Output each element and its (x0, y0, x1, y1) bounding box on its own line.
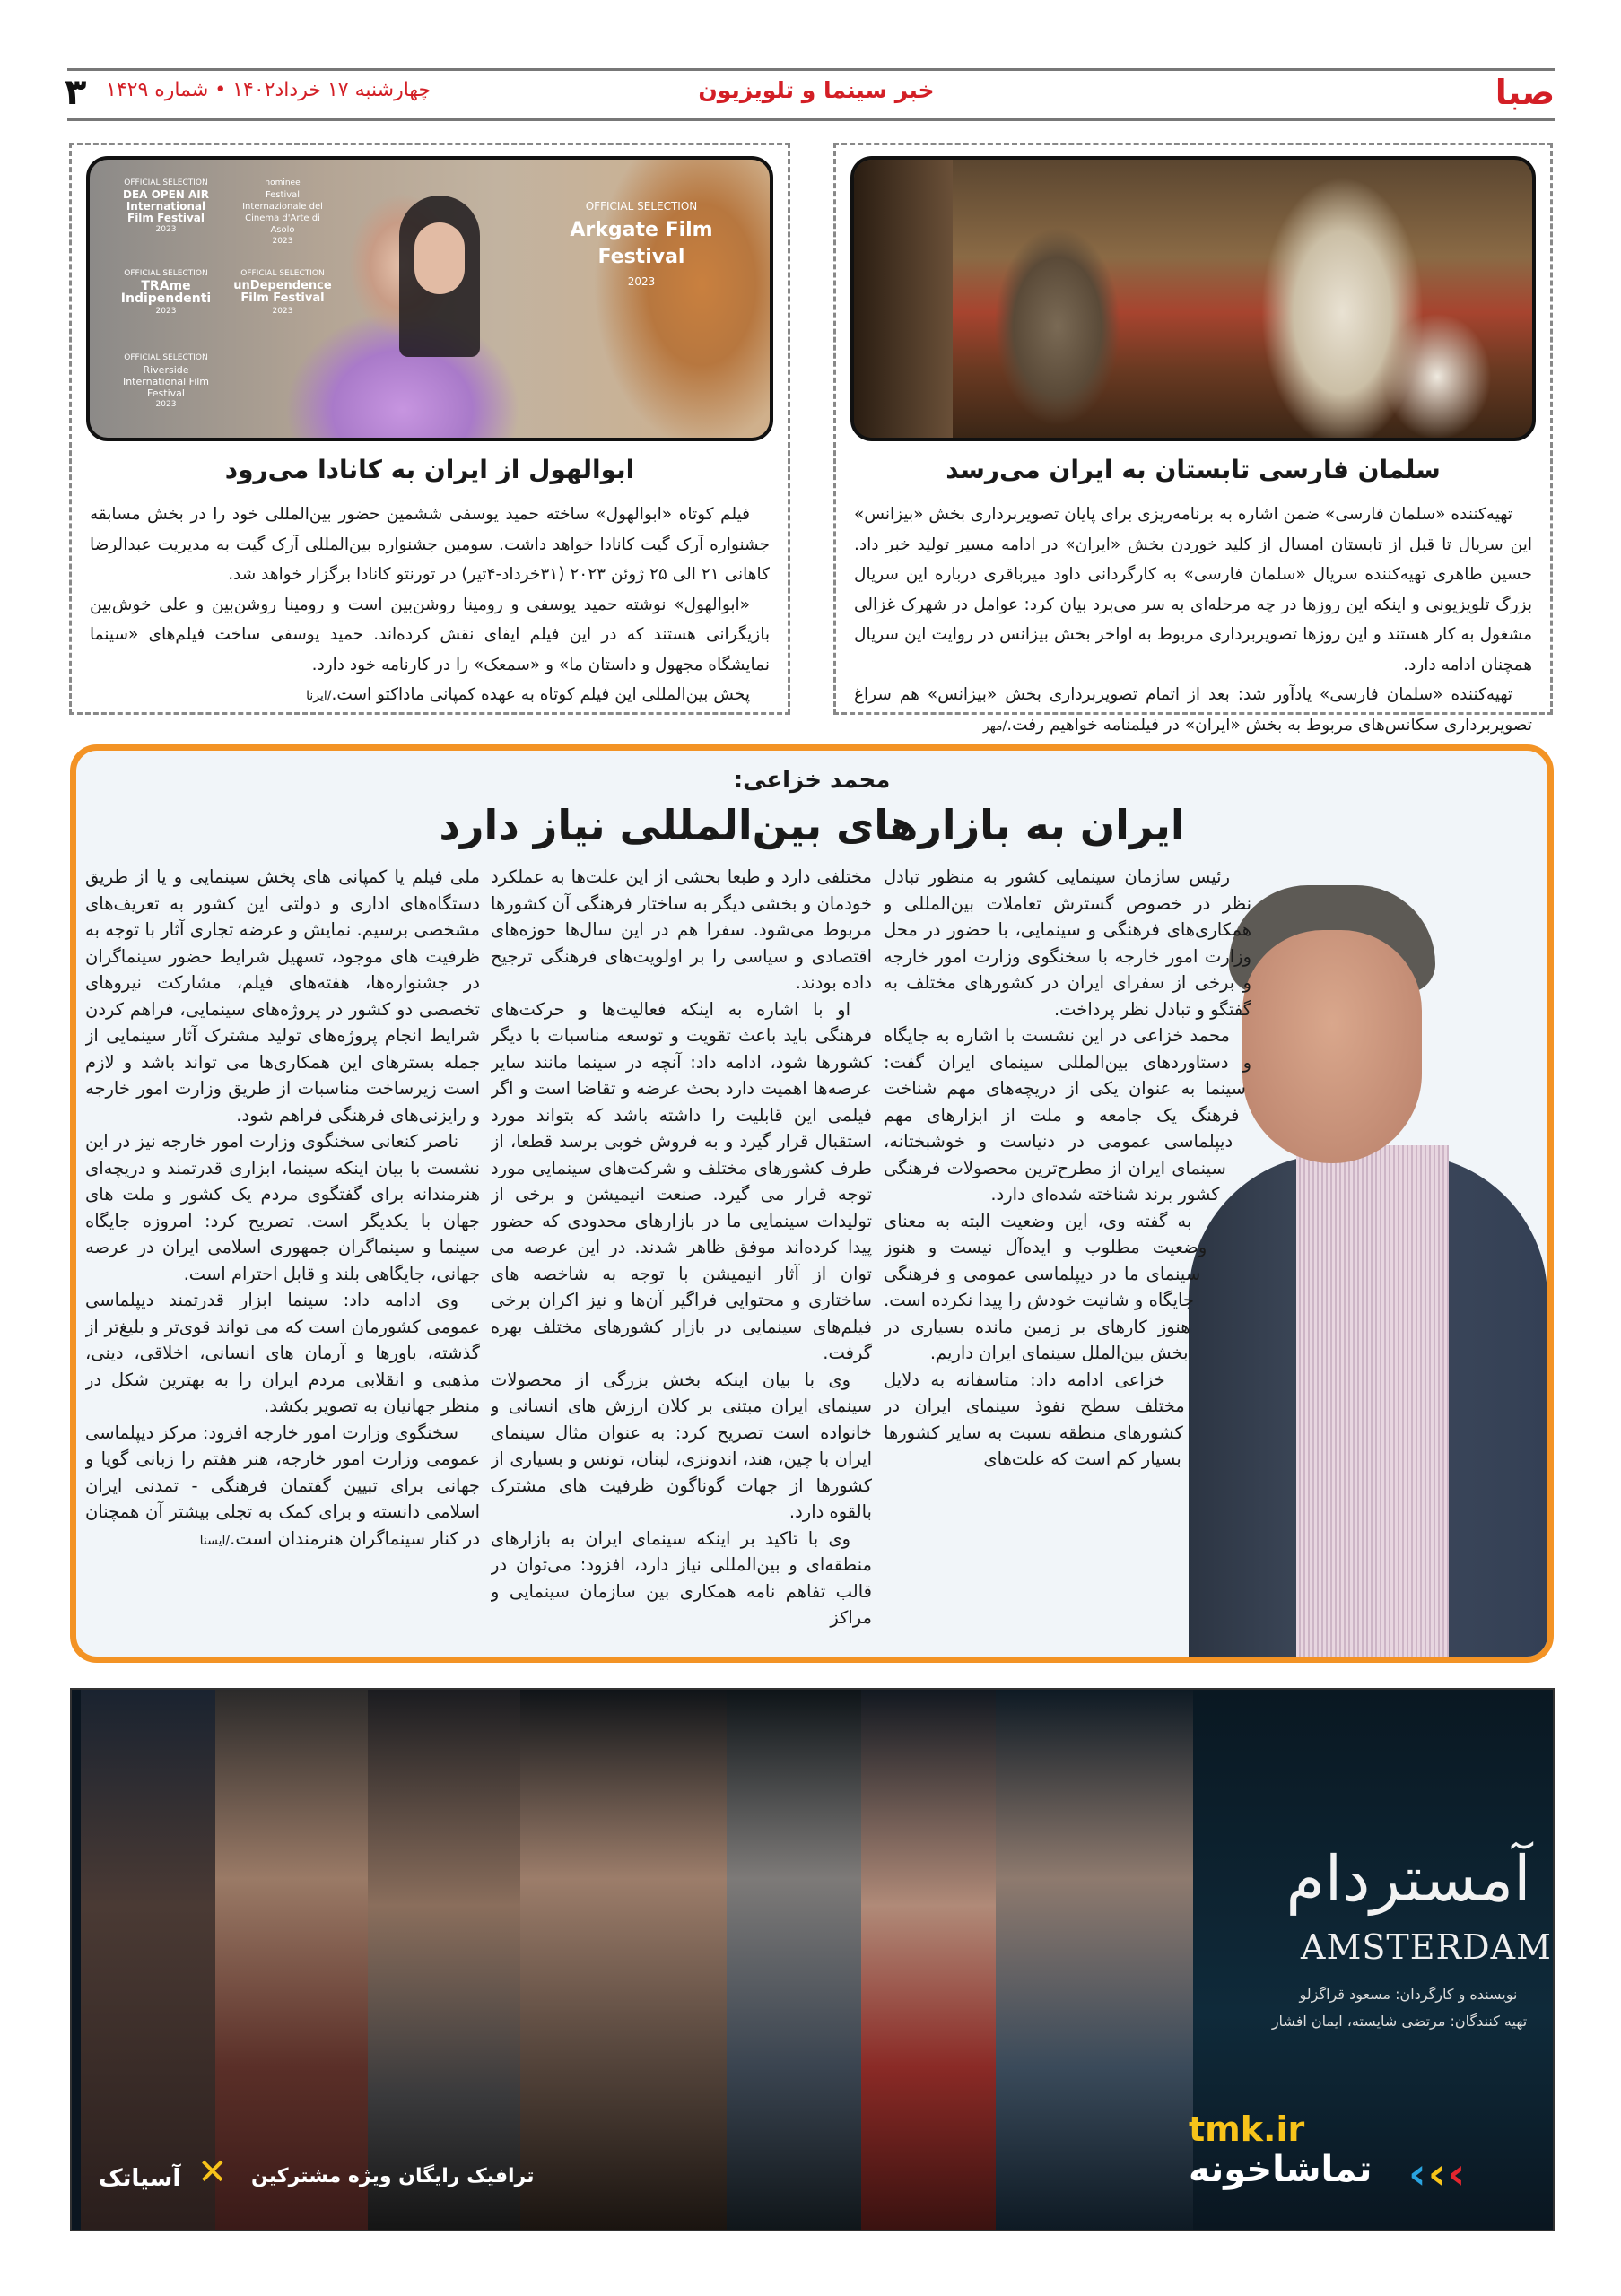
laurel-festival: Festival Internazionale del Cinema d'Arte di Asolo (242, 190, 323, 235)
paragraph (90, 680, 770, 712)
paragraph: وی با بیان اینکه بخش بزرگی از محصولات سینمای ایران مبتنی بر کلان ارزش های انسانی و خانواده است تصریح کرد: به عنوان مثال سینمای ایران با چین، هند، اندونزی، لبنان، تونس و بسیاری از کشورها از جهات گوناگون ظرفیت های مشترک بالقوه دارد. (491, 1369, 872, 1522)
laurel-festival: Riverside International Film Festival (122, 364, 210, 399)
main-article (70, 744, 1554, 1663)
paragraph: خزاعی ادامه داد: متاسفانه به دلایل مختلف سطح نفوذ سینمای ایران در کشورهای منطقه نسبت به سایر کشورها بسیار کم است که علت‌های (884, 1369, 1185, 1469)
chevron-blue-icon: ‹ (1408, 2149, 1426, 2199)
laurel-year: 2023 (272, 307, 293, 316)
tamashakhoone-chevrons-icon (1408, 2149, 1466, 2199)
film-title-en: AMSTERDAM (1301, 1927, 1552, 1967)
article-column-1 (884, 864, 1251, 1653)
laurel-festival: DEA OPEN AIR International Film Festival (122, 188, 210, 224)
news-source: /مهر (982, 718, 1007, 734)
tamashakhoone-brand: تماشاخونه (1189, 2149, 1373, 2190)
amsterdam-advertisement[interactable] (70, 1688, 1555, 2231)
page-number: ۳ (65, 72, 87, 113)
section-title: خبر سینما و تلویزیون (698, 77, 935, 103)
paragraph (854, 680, 1532, 742)
article-source: /ایسنا (199, 1533, 231, 1548)
paragraph: «ابوالهول» نوشته حمید یوسفی و رومینا روشن‌بین است و رومینا روشن‌بین و علی خوش‌بین بازیگرانی هستند که در این فیلم ایفای نقش کرده‌اند. حمید یوسفی ساخت فیلم‌های «سینما نمایشگاه مجهول و داستان ما» و «سمعک» را در کارنامه خود دارد. (90, 595, 770, 674)
laurel-festival: TRAme Indipendenti (120, 279, 212, 306)
laurel-label: nominee (265, 178, 301, 187)
laurel-3 (117, 267, 215, 317)
news-body (854, 500, 1532, 742)
laurel-year: 2023 (272, 237, 293, 246)
laurel-label: OFFICIAL SELECTION (585, 200, 698, 213)
salman-farsi-photo (850, 156, 1536, 441)
laurel-label: OFFICIAL SELECTION (240, 269, 325, 278)
laurel-festival: unDependence Film Festival (233, 279, 332, 305)
asiatech-name: آسیاتک (99, 2165, 181, 2192)
paragraph-text: تهیه‌کننده «سلمان فارسی» یادآور شد: بعد از اتمام تصویربرداری بخش «بیزانس» هم سراغ تصویربرداری سکانس‌های مربوط به بخش «ایران» در فیلمنامه خواهیم رفت. (854, 685, 1532, 735)
header-bottom-rule (67, 118, 1555, 121)
news-salman-farsi (833, 143, 1553, 735)
laurel-year: 2023 (155, 400, 177, 409)
laurel-label: OFFICIAL SELECTION (124, 269, 208, 278)
paragraph: به گفته وی، این وضعیت البته به معنای وضعیت مطلوب و ایده‌آل نیست و هنوز سینمای ما در دیپلماسی عمومی و فرهنگی جایگاه و شانیت خودش را پیدا نکرده است. هنوز کارهای بر زمین مانده بسیاری در بخش بین‌الملل سینمای ایران داریم. (884, 1210, 1207, 1363)
chevron-red-icon: ‹ (1447, 2149, 1466, 2199)
paragraph: محمد خزاعی در این نشست با اشاره به جایگاه و دستاوردهای بین‌المللی سینمای ایران گفت: سینما به عنوان یکی از دریچه‌های مهم شناخت فرهنگ یک جامعه و ملت از ابزارهای مهم دیپلماسی عمومی در دنیاست و خوشبختانه، سینمای ایران از مطرح‌ترین محصولات فرهنگی کشور برند شناخته شده‌ای دارد. (884, 1025, 1251, 1205)
paragraph: وی با تاکید بر اینکه سینمای ایران به بازارهای منطقه‌ای و بین‌المللی نیاز دارد، افزود: می‌توان در قالب تفاهم نامه همکاری بین سازمان سینمایی و مراکز (491, 1527, 872, 1628)
laurel-arkgate (556, 196, 727, 292)
paragraph-text: سخنگوی وزارت امور خارجه افزود: مرکز دیپلماسی عمومی وزارت امور خارجه، هنر هفتم را زبانی گویا و جهانی برای تبیین گفتمان فرهنگی - تمدنی ایران اسلامی دانسته و برای کمک به تجلی بیشتر آن همچنان در کنار سینماگران هنرمندان است. (85, 1422, 480, 1549)
laurel-festival: Arkgate Film Festival (570, 219, 713, 268)
abolhol-poster (86, 156, 773, 441)
actor-panel (81, 1690, 215, 2230)
laurel-5 (117, 352, 215, 411)
paragraph: او با اشاره به اینکه فعالیت‌ها و حرکت‌های فرهنگی باید باعث تقویت و توسعه مناسبات با دیگر کشورها شود، ادامه داد: آنچه در سینما مانند سایر عرصه‌ها اهمیت دارد بحث عرضه و تقاضا است و اگر فیلمی این قابلیت را داشته باشد که بتواند مورد استقبال قرار گیرد و به فروش خوبی برسد قطعا، از طرف کشورهای مختلف و شرکت‌های سینمایی مورد توجه قرار می گیرد. صنعت انیمیشن و برخی از تولیدات سینمایی ما در بازارهای محدودی که حضور پیدا کرده‌اند موفق ظاهر شدند. در این عرصه می توان از آثار انیمیشن با توجه به شاخصه های ساختاری و محتوایی فراگیر آن‌ها و نیز اکران برخی فیلم‌های سینمایی در بازار کشورهای مختلف بهره گرفت. (491, 998, 872, 1363)
laurel-year: 2023 (155, 225, 177, 234)
news-body (90, 500, 770, 712)
actor-panel (996, 1690, 1193, 2230)
face-shape (414, 222, 465, 294)
chevron-yellow-icon: ‹ (1427, 2149, 1446, 2199)
face-shape (1242, 930, 1422, 1163)
asiatech-x-icon: ✕ (197, 2152, 228, 2193)
laurel-4 (233, 267, 332, 317)
news-headline: ابوالهول از ایران به کانادا می‌رود (224, 455, 635, 484)
actor-panel (368, 1690, 520, 2230)
actor-panel (215, 1690, 368, 2230)
paragraph: تهیه‌کننده «سلمان فارسی» ضمن اشاره به برنامه‌ریزی برای پایان تصویربرداری بخش «بیزانس» این سریال تا قبل از تابستان امسال از کلید خوردن بخش «ایران» در ادامه مسیر تولید خبر داد. حسین طاهری تهیه‌کننده سریال «سلمان فارسی» به کارگردانی داود میرباقری درباره این سریال بزرگ تلویزیونی و اینکه این روزها در چه مرحله‌ای به سر می‌برد بیان کرد: عوامل در شهرک غزالی مشغول به کار هستند و این روزها تصویربرداری مربوط به اواخر بخش بیزانس در روایت این سریال همچنان ادامه دارد. (854, 505, 1532, 674)
actor-panel (520, 1690, 727, 2230)
news-headline: سلمان فارسی تابستان به ایران می‌رسد (946, 455, 1441, 484)
tmk-url[interactable]: tmk.ir (1189, 2109, 1305, 2149)
paragraph: رئیس سازمان سینمایی کشور به منظور تبادل نظر در خصوص گسترش تعاملات بین‌المللی و همکاری‌های فرهنگی و سینمایی، با حضور در محل وزارت امور خارجه با سخنگوی وزارت امور خارجه و برخی از سفرای ایران در کشورهای مختلف به گفتگو و تبادل نظر پرداخت. (884, 866, 1251, 1020)
paragraph: فیلم کوتاه «ابوالهول» ساخته حمید یوسفی ششمین حضور بین‌المللی خود را در بخش مسابقه جشنواره آرک گیت کانادا خواهد داشت. سومین جشنواره بین‌المللی آرک گیت به مدیریت عبدالرضا کاهانی ۲۱ الی ۲۵ ژوئن ۲۰۲۳ (۳۱خرداد-۴تیر) در تورنتو کانادا برگزار خواهد شد. (90, 505, 770, 584)
article-column-3 (85, 864, 480, 1653)
paragraph: مختلفی دارد و طبعا بخشی از این علت‌ها به عملکرد خودمان و بخشی دیگر به ساختار فرهنگی آن کشورها مربوط می‌شود. سفرا هم در این سال‌ها حوزه‌های اقتصادی و سیاسی را بر اولویت‌های فرهنگی ترجیح داده بودند. (491, 866, 872, 993)
news-source: /ایرنا (306, 689, 332, 703)
film-title-fa: آمستردام (1285, 1842, 1531, 1916)
actor-panel (861, 1690, 996, 2230)
paragraph: ملی فیلم یا کمپانی های پخش سینمایی و یا از طریق دستگاه‌های اداری و دولتی این کشور به تعریف‌های مشخصی برسیم. نمایش و عرضه تجاری آثار با توجه به ظرفیت های موجود، تسهیل شرایط حضور سینماگران در جشنواره‌ها، هفته‌های فیلم، مشارکت نیروهای تخصصی دو کشور در پروژه‌های سینمایی، فراهم کردن شرایط انجام پروژه‌های تولید مشترک آثار سینمایی از جمله بسترهای این همکاری‌ها می تواند باشد و لازم است زیرساخت مناسبات از طریق وزارت امور خارجه و رایزنی‌های فرهنگی فراهم شود. (85, 866, 480, 1126)
laurel-label: OFFICIAL SELECTION (124, 178, 208, 187)
credit-producers: تهیه کنندگان: مرتضی شایسته، ایمان افشار (1271, 2013, 1528, 2030)
article-column-2 (491, 864, 872, 1653)
paragraph-text: پخش بین‌المللی این فیلم کوتاه به عهده کمپانی ماداکتو است. (331, 685, 750, 704)
laurel-2 (233, 178, 332, 248)
paragraph (85, 1420, 480, 1555)
actor-panel (727, 1690, 861, 2230)
paragraph: ناصر کنعانی سخنگوی وزارت امور خارجه نیز در این نشست با بیان اینکه سینما، ابزاری قدرتمند و دریچه‌ای هنرمندانه برای گفتگوی مردم یک کشور و ملت های جهان با یکدیگر است. تصریح کرد: امروزه جایگاه سینما و سینماگران جمهوری اسلامی ایران در عرصه جهانی، جایگاهی بلند و قابل احترام است. (85, 1131, 480, 1284)
issue-date: چهارشنبه ۱۷ خرداد۱۴۰۲ • شماره ۱۴۲۹ (106, 79, 431, 101)
asiatech-slogan: ترافیک رایگان ویژه مشترکین (251, 2165, 535, 2187)
shirt-shape (1296, 1145, 1449, 1663)
news-abolhol (69, 143, 790, 715)
article-headline: ایران به بازارهای بین‌المللی نیاز دارد (439, 801, 1185, 849)
credit-director: نویسنده و کارگردان: مسعود قراگزلو (1299, 1986, 1518, 2003)
doorway-shape (854, 160, 953, 438)
header-top-rule (67, 68, 1555, 71)
laurel-year: 2023 (155, 307, 177, 316)
article-kicker: محمد خزاعی: (733, 767, 891, 794)
laurel-year: 2023 (627, 275, 656, 288)
laurel-1 (117, 178, 215, 236)
laurel-label: OFFICIAL SELECTION (124, 353, 208, 362)
paragraph: وی ادامه داد: سینما ابزار قدرتمند دیپلماسی عمومی کشورمان است که می تواند قوی‌تر و بلیغ‌تر از گذشته، باورها و آرمان های انسانی، اخلاقی، دینی، مذهبی و انقلابی مردم ایران را به بهترین شکل در منظر جهانیان به تصویر بکشد. (85, 1290, 480, 1416)
newspaper-logo: صبا (1495, 73, 1556, 112)
